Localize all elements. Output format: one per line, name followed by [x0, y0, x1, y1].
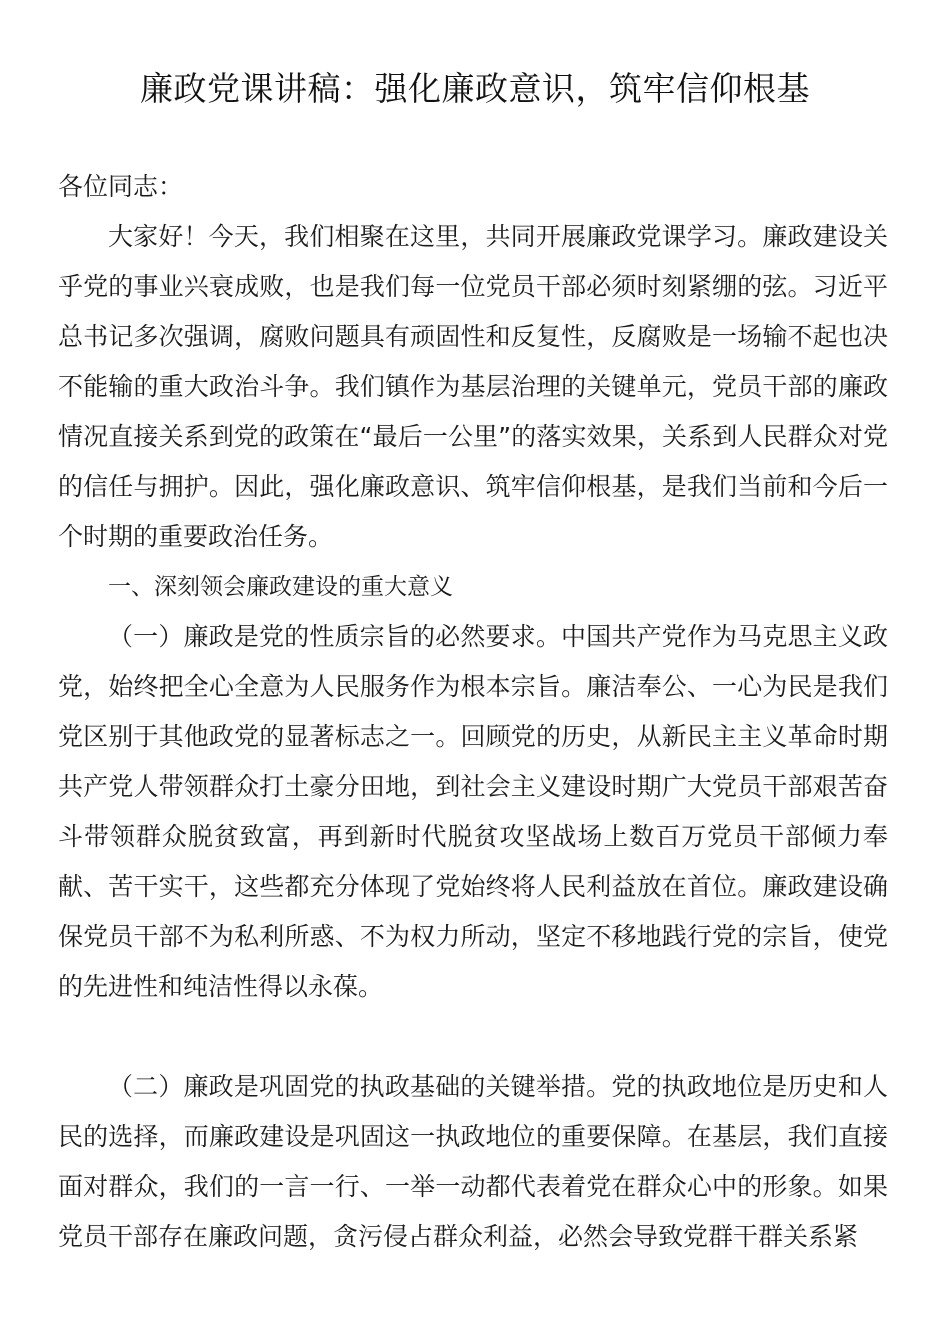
- point-two-paragraph: （二）廉政是巩固党的执政基础的关键举措。党的执政地位是历史和人民的选择，而廉政建设是巩固这一执政地位的重要保障。在基层，我们直接面对群众，我们的一言一行、一举一动都代表着党在群众心中的形象。如果党员干部存在廉政问题，贪污侵占群众利益，必然会导致党群干群关系紧: [58, 1072, 888, 1251]
- intro-paragraph: 大家好！今天，我们相聚在这里，共同开展廉政党课学习。廉政建设关乎党的事业兴衰成败，也是我们每一位党员干部必须时刻紧绷的弦。习近平总书记多次强调，腐败问题具有顽固性和反复性，反腐败是一场输不起也决不能输的重大政治斗争。我们镇作为基层治理的关键单元，党员干部的廉政情况直接关系到党的政策在“最后一公里”的落实效果，关系到人民群众对党的信任与拥护。因此，强化廉政意识、筑牢信仰根基，是我们当前和今后一个时期的重要政治任务。: [58, 222, 888, 551]
- paragraph-gap: [58, 1012, 888, 1062]
- document-body: [58, 162, 888, 1262]
- document-title: 廉政党课讲稿：强化廉政意识，筑牢信仰根基: [140, 69, 810, 108]
- salutation: 各位同志：: [58, 172, 184, 201]
- point-one-paragraph: （一）廉政是党的性质宗旨的必然要求。中国共产党作为马克思主义政党，始终把全心全意为人民服务作为根本宗旨。廉洁奉公、一心为民是我们党区别于其他政党的显著标志之一。回顾党的历史，从新民主主义革命时期共产党人带领群众打土豪分田地，到社会主义建设时期广大党员干部艰苦奋斗带领群众脱贫致富，再到新时代脱贫攻坚战场上数百万党员干部倾力奉献、苦干实干，这些都充分体现了党始终将人民利益放在首位。廉政建设确保党员干部不为私利所惑、不为权力所动，坚定不移地践行党的宗旨，使党的先进性和纯洁性得以永葆。: [58, 622, 888, 1001]
- section-heading: 一、深刻领会廉政建设的重大意义: [108, 574, 453, 600]
